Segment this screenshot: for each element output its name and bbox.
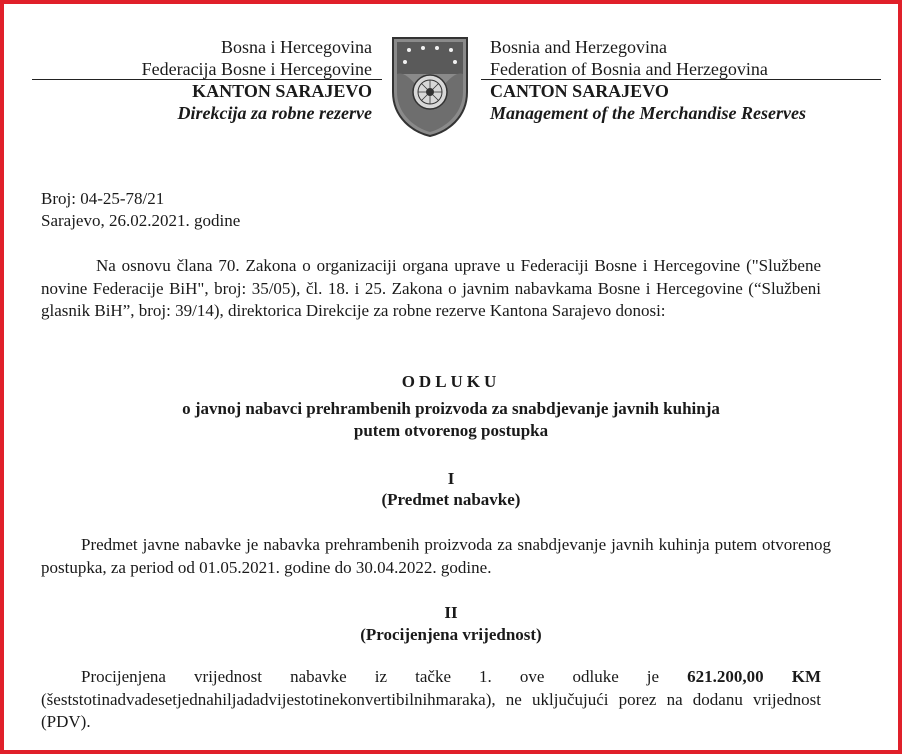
section2-heading: (Procijenjena vrijednost) [360, 625, 542, 644]
section2-text-before: Procijenjena vrijednost nabavke iz tačke 1. ove odluke je [81, 667, 688, 686]
decision-subtitle-line1: o javnoj nabavci prehrambenih proizvoda za snabdjevanje javnih kuhinja [182, 399, 720, 418]
section2-number: II [444, 603, 458, 622]
section2-text-after: (šeststotinadvadesetjednahiljadadvijestotinekonvertibilnihmaraka), ne uključujući porez na dodanu vrijednost (PDV). [41, 689, 821, 731]
intro-paragraph: Na osnovu člana 70. Zakona o organizaciji organa uprave u Federaciji Bosne i Hercegovine ("Službene novine Federacije BiH", broj: 35/05), čl. 18. i 25. Zakona o javnim nabavkama Bosne i Hercegovine (“Službeni glasnik BiH”, broj: 39/14), direktorica Direkcije za robne rezerve Kantona Sarajevo donosi: [41, 256, 821, 320]
section1-heading: (Predmet nabavke) [381, 490, 521, 509]
header-country-en: Bosnia and Herzegovina [490, 37, 667, 57]
estimated-amount: 621.200,00 KM [687, 667, 821, 686]
section1-paragraph: Predmet javne nabavke je nabavka prehrambenih proizvoda za snabdjevanje javnih kuhinja putem otvorenog postupka, za period od 01.05.2021. godine do 30.04.2022. godine. [41, 535, 831, 577]
header-directorate-bs: Direkcija za robne rezerve [177, 103, 372, 123]
header-canton-en: CANTON SARAJEVO [490, 81, 669, 101]
header-federation-en: Federation of Bosnia and Herzegovina [490, 59, 768, 79]
header-country-bs: Bosna i Hercegovina [221, 37, 372, 57]
section1-number: I [447, 469, 455, 488]
header-canton-bs: KANTON SARAJEVO [192, 81, 372, 101]
reference-place-date: Sarajevo, 26.02.2021. godine [41, 211, 241, 230]
decision-title: ODLUKU [401, 372, 501, 391]
header-directorate-en: Management of the Merchandise Reserves [490, 103, 806, 123]
reference-number: Broj: 04-25-78/21 [41, 189, 165, 208]
decision-subtitle-line2: putem otvorenog postupka [353, 421, 549, 440]
header-federation-bs: Federacija Bosne i Hercegovine [141, 59, 372, 79]
